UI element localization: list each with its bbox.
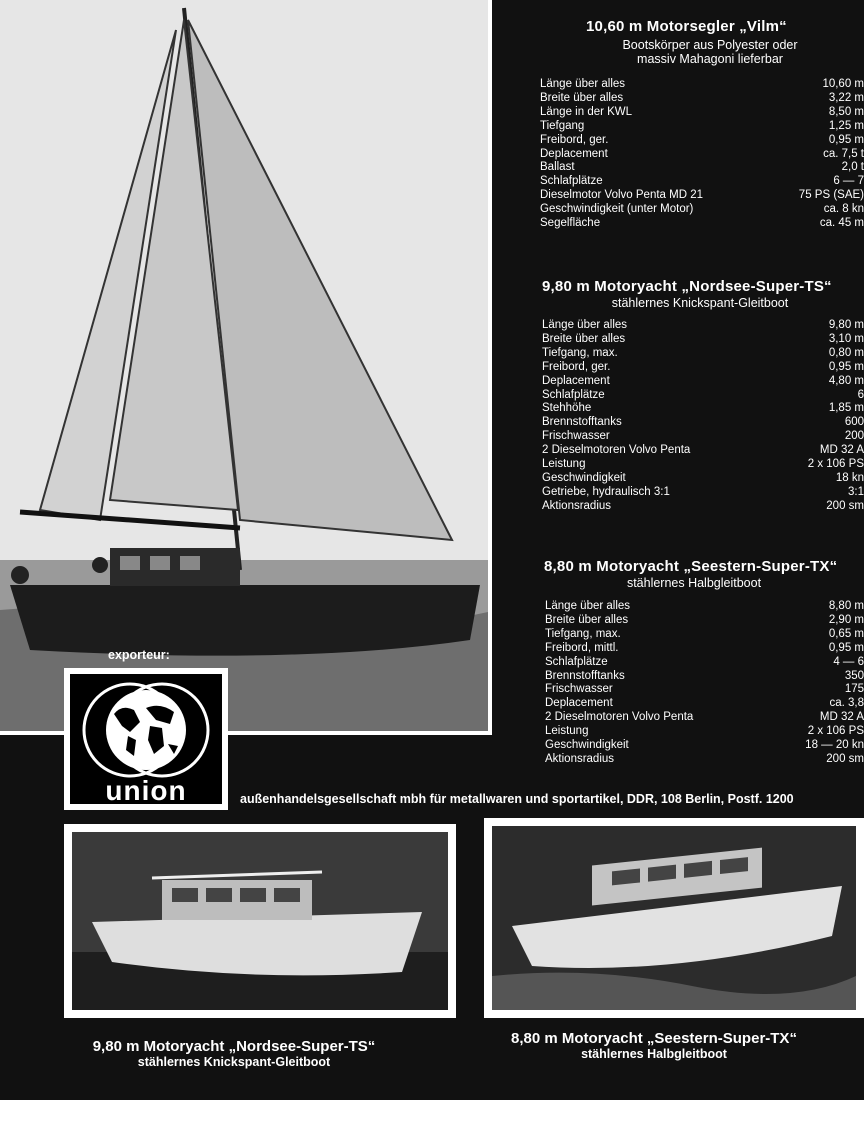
spec-title: 9,80 m Motoryacht „Nordsee-Super-TS“: [542, 278, 832, 295]
spec-label: Schlafplätze: [542, 388, 605, 401]
spec-label: 2 Dieselmotoren Volvo Penta: [542, 444, 691, 457]
spec-label: 2 Dieselmotoren Volvo Penta: [545, 711, 694, 724]
spec-value: 3,10 m: [828, 332, 864, 345]
spec-value: 6 — 7: [833, 175, 864, 188]
spec-label: Breite über alles: [545, 613, 629, 626]
spec-label: Schlafplätze: [545, 655, 608, 668]
spec-values: [799, 78, 864, 231]
exporteur-label: exporteur:: [108, 648, 170, 662]
spec-label: Breite über alles: [542, 332, 626, 345]
spec-label: Freibord, mittl.: [545, 641, 619, 654]
spec-label: Breite über alles: [540, 91, 624, 104]
spec-label: Länge über alles: [540, 78, 626, 90]
spec-label: Ballast: [540, 161, 575, 174]
spec-value: 2,0 t: [841, 161, 864, 174]
spec-title: 8,80 m Motoryacht „Seestern-Super-TX“: [544, 558, 838, 575]
spec-values: [805, 600, 864, 767]
spec-label: Länge über alles: [545, 600, 631, 612]
exporter-address: außenhandelsgesellschaft mbh für metallwaren und sportartikel, DDR, 108 Berlin, Postf. 1200: [240, 792, 794, 806]
spec-label: Aktionsradius: [545, 752, 615, 765]
spec-value: 75 PS (SAE): [798, 189, 864, 202]
spec-subtitle-line: stählernes Knickspant-Gleitboot: [611, 296, 789, 310]
spec-label: Leistung: [545, 725, 589, 738]
spec-value: 2 x 106 PS: [807, 458, 864, 471]
spec-block-nordsee: [540, 278, 864, 528]
caption-nordsee: [64, 1038, 404, 1069]
spec-value: 1,25 m: [828, 119, 864, 132]
spec-value: 8,50 m: [828, 105, 864, 118]
spec-block-vilm: [540, 18, 864, 238]
spec-values: [808, 319, 864, 514]
spec-labels: [540, 78, 703, 231]
spec-label: Länge über alles: [542, 319, 628, 331]
spec-label: Leistung: [542, 458, 586, 471]
spec-label: Tiefgang: [540, 119, 585, 132]
spec-value: 18 — 20 kn: [805, 739, 864, 752]
spec-value: 600: [844, 416, 864, 429]
spec-label: Freibord, ger.: [542, 360, 611, 373]
spec-label: Deplacement: [542, 374, 610, 387]
caption-subtitle: stählernes Halbgleitboot: [581, 1047, 727, 1061]
spec-label: Geschwindigkeit: [545, 739, 629, 752]
spec-label: Dieselmotor Volvo Penta MD 21: [540, 189, 703, 202]
spec-labels: [542, 319, 690, 514]
spec-label: Frischwasser: [542, 430, 610, 443]
spec-value: 6: [857, 388, 864, 401]
spec-value: 2,90 m: [828, 613, 864, 626]
spec-subtitle-line: Bootskörper aus Polyester oder: [622, 38, 798, 52]
spec-value: 4 — 6: [833, 655, 864, 668]
spec-value: 4,80 m: [828, 374, 864, 387]
sailboat-photo: [0, 0, 492, 735]
caption-seestern: [484, 1030, 824, 1061]
spec-labels: [545, 600, 693, 767]
spec-value: ca. 45 m: [819, 217, 864, 230]
spec-subtitle-line: stählernes Halbgleitboot: [626, 576, 762, 590]
spec-value: 200: [844, 430, 864, 443]
spec-value: MD 32 A: [819, 444, 864, 457]
spec-label: Deplacement: [545, 697, 613, 710]
motoryacht-illustration: [72, 832, 448, 1010]
spec-value: 0,95 m: [828, 641, 864, 654]
spec-value: 18 kn: [835, 471, 864, 484]
spec-value: 10,60 m: [822, 78, 864, 90]
spec-value: 0,95 m: [828, 133, 864, 146]
caption-title: 9,80 m Motoryacht „Nordsee-Super-TS“: [92, 1038, 376, 1055]
spec-value: 3:1: [848, 485, 864, 498]
spec-label: Deplacement: [540, 147, 608, 160]
union-logo-text: union: [105, 775, 187, 804]
spec-value: 0,80 m: [828, 346, 864, 359]
spec-title: 10,60 m Motorsegler „Vilm“: [586, 18, 787, 35]
sailboat-illustration: [0, 0, 488, 731]
globe-icon: [70, 674, 222, 782]
spec-value: ca. 8 kn: [823, 203, 864, 216]
spec-value: 8,80 m: [828, 600, 864, 612]
spec-label: Brennstofftanks: [545, 669, 625, 682]
spec-value: 2 x 106 PS: [807, 725, 864, 738]
spec-label: Geschwindigkeit: [542, 471, 626, 484]
spec-value: 9,80 m: [828, 319, 864, 331]
spec-label: Getriebe, hydraulisch 3:1: [542, 485, 670, 498]
spec-block-seestern: [544, 558, 864, 778]
spec-label: Geschwindigkeit (unter Motor): [540, 203, 694, 216]
spec-value: 200 sm: [826, 499, 864, 512]
spec-value: ca. 3,8: [829, 697, 864, 710]
spec-value: ca. 7,5 t: [823, 147, 864, 160]
spec-value: 175: [844, 683, 864, 696]
spec-label: Aktionsradius: [542, 499, 612, 512]
caption-title: 8,80 m Motoryacht „Seestern-Super-TX“: [511, 1030, 797, 1047]
spec-label: Tiefgang, max.: [542, 346, 618, 359]
spec-subtitle-line: massiv Mahagoni lieferbar: [637, 52, 783, 66]
spec-label: Länge in der KWL: [540, 105, 633, 118]
spec-value: 3,22 m: [828, 91, 864, 104]
spec-label: Frischwasser: [545, 683, 613, 696]
nordsee-yacht-photo: [64, 824, 456, 1018]
spec-value: 1,85 m: [828, 402, 864, 415]
spec-value: 200 sm: [826, 752, 864, 765]
spec-value: MD 32 A: [819, 711, 864, 724]
spec-value: 0,95 m: [828, 360, 864, 373]
caption-subtitle: stählernes Knickspant-Gleitboot: [137, 1055, 331, 1069]
union-logo: [64, 668, 228, 810]
spec-value: 350: [844, 669, 864, 682]
spec-label: Schlafplätze: [540, 175, 603, 188]
spec-label: Stehhöhe: [542, 402, 592, 415]
spec-value: 0,65 m: [828, 627, 864, 640]
union-logo-inner: [70, 674, 222, 804]
spec-label: Brennstofftanks: [542, 416, 622, 429]
spec-label: Tiefgang, max.: [545, 627, 621, 640]
spec-label: Segelfläche: [540, 217, 601, 230]
spec-label: Freibord, ger.: [540, 133, 609, 146]
motoryacht-illustration: [492, 826, 856, 1010]
seestern-yacht-photo: [484, 818, 864, 1018]
